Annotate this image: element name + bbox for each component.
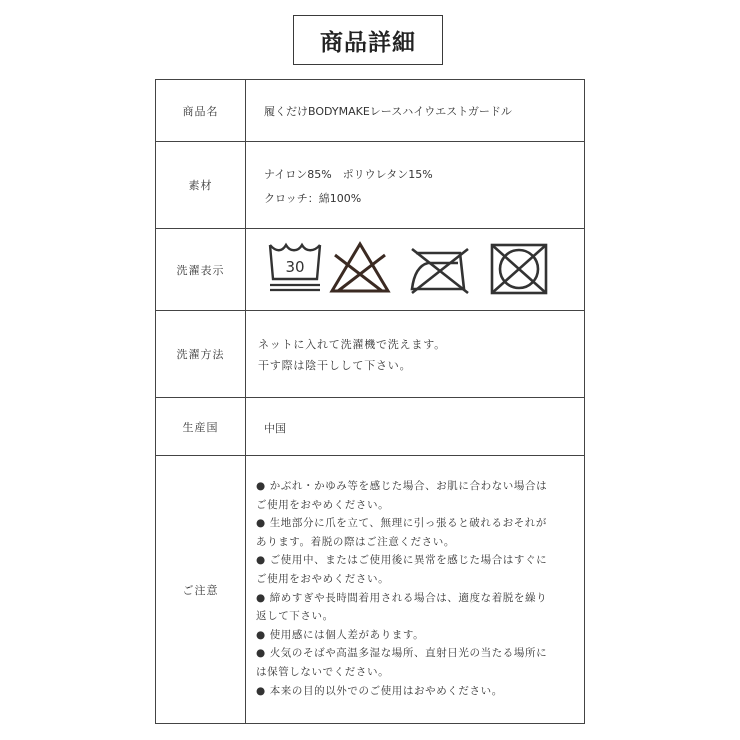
no-bleach-icon: [326, 241, 394, 297]
caution-line: ご使用をおやめください。: [256, 572, 390, 585]
page-title: 商品詳細: [293, 15, 443, 65]
row-label: 素材: [156, 142, 246, 228]
caution-line: ● 使用感には個人差があります。: [256, 628, 425, 641]
row-material: [156, 141, 584, 228]
wash-method-line-1: ネットに入れて洗濯機で洗えます。: [258, 338, 446, 351]
care-icons: [266, 241, 566, 299]
caution-line: ● 生地部分に爪を立て、無理に引っ張ると破れるおそれが: [256, 517, 547, 530]
caution-line: あります。着脱の際はご注意ください。: [256, 535, 455, 548]
row-care-symbols: [156, 228, 584, 310]
row-value: [246, 398, 584, 455]
row-value: [246, 311, 584, 397]
row-label: 生産国: [156, 398, 246, 455]
wash-method-line-2: 干す際は陰干しして下さい。: [258, 359, 412, 372]
caution-line: ● 本来の目的以外でのご使用はおやめください。: [256, 684, 503, 697]
caution-line: ● 締めすぎや長時間着用される場合は、適度な着脱を繰り: [256, 591, 548, 604]
row-label: 洗濯方法: [156, 311, 246, 397]
caution-line: ご使用をおやめください。: [256, 498, 390, 511]
wash-temp-label: 30: [285, 258, 305, 276]
no-iron-icon: [406, 241, 476, 297]
material-line-1: ナイロン85% ポリウレタン15%: [264, 168, 433, 181]
row-value: [246, 142, 584, 228]
material-line-2: クロッチ：綿100%: [264, 192, 362, 205]
spec-table: [155, 79, 585, 724]
row-label: 洗濯表示: [156, 229, 246, 310]
row-value: [246, 80, 584, 141]
caution-line: ● ご使用中、またはご使用後に異常を感じた場合はすぐに: [256, 554, 548, 567]
no-tumble-dry-icon: [486, 241, 554, 297]
row-origin: [156, 397, 584, 455]
caution-list: [256, 477, 580, 700]
row-value: [246, 456, 584, 723]
caution-line: 返して下さい。: [256, 610, 334, 623]
caution-line: ● かぶれ・かゆみ等を感じた場合、お肌に合わない場合は: [256, 480, 548, 492]
caution-line: は保管しないでください。: [256, 665, 390, 678]
row-label: ご注意: [156, 456, 246, 723]
row-wash-method: [156, 310, 584, 397]
row-value: [246, 229, 584, 310]
product-name-text: 履くだけBODYMAKEレースハイウエストガードル: [264, 105, 512, 118]
row-product-name: [156, 80, 584, 141]
origin-text: 中国: [264, 422, 286, 435]
row-cautions: [156, 455, 584, 723]
caution-line: ● 火気のそばや高温多湿な場所、直射日光の当たる場所に: [256, 647, 548, 660]
wash-30-icon: [266, 241, 328, 297]
row-label: 商品名: [156, 80, 246, 141]
